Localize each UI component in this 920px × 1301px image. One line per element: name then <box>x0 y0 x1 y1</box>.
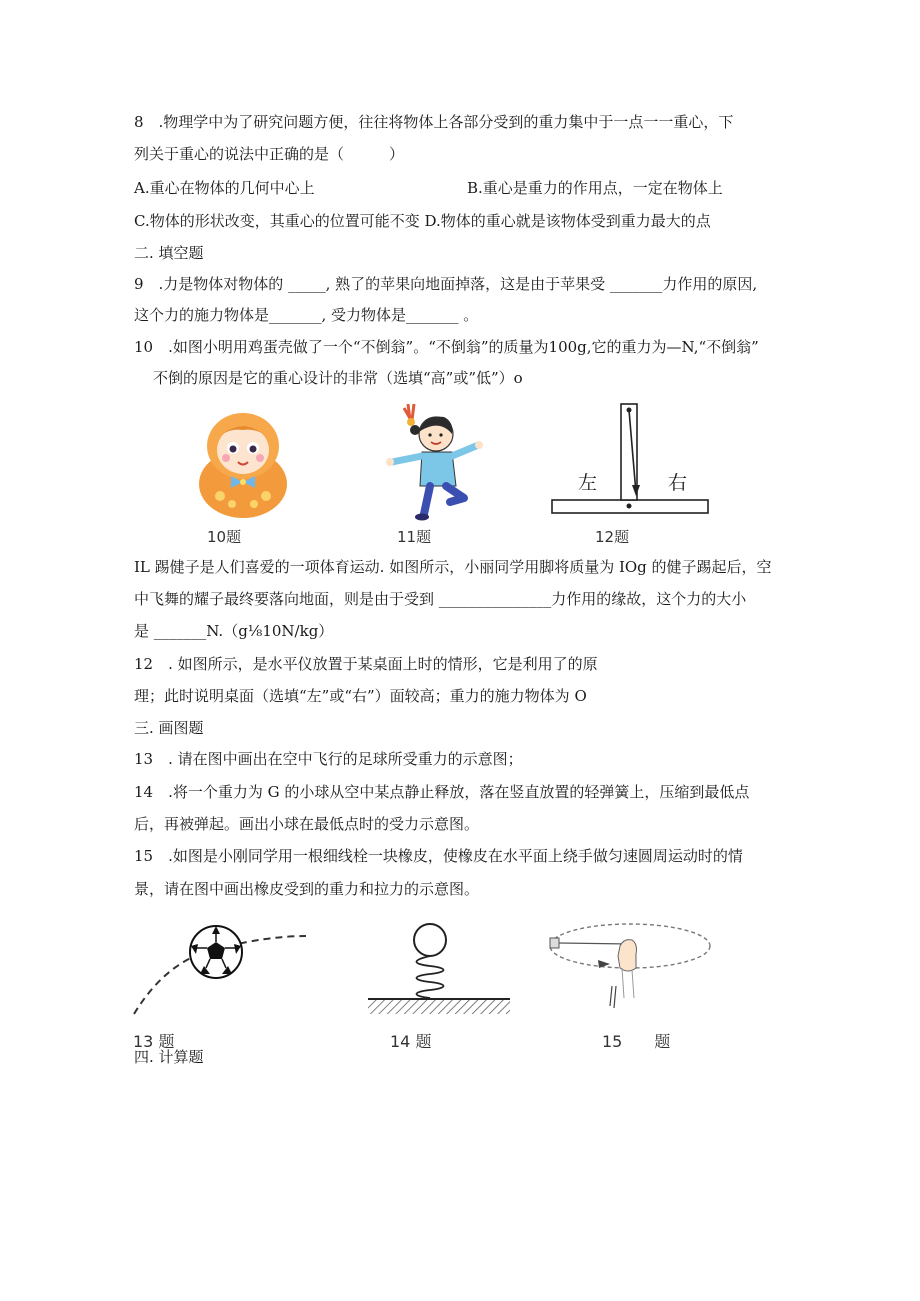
ball-on-spring-figure <box>364 918 514 1016</box>
soccer-ball-trajectory-figure <box>128 918 310 1018</box>
level-instrument-figure <box>548 400 710 516</box>
q15-line1: 15 .如图是小刚同学用一根细线栓一块橡皮，使橡皮在水平面上绕手做匀速圆周运动时的情 <box>134 847 743 865</box>
level-label-right: 右 <box>668 472 688 494</box>
section-drawing-heading: 三. 画图题 <box>134 719 204 737</box>
q12-line2: 理；此时说明桌面（选填“左”或“右”）面较高；重力的施力物体为 O <box>134 687 587 705</box>
q8-option-cd: C.物体的形状改变，其重心的位置可能不变 D.物体的重心就是该物体受到重力最大的点 <box>134 212 711 230</box>
q15-line2: 景，请在图中画出橡皮受到的重力和拉力的示意图。 <box>134 880 480 898</box>
q8-option-a: A.重心在物体的几何中心上 <box>134 179 315 197</box>
figure-caption-10: 10题 <box>207 528 242 546</box>
q9-line2: 这个力的施力物体是_______, 受力物体是_______ 。 <box>134 306 479 324</box>
q11-line1: IL 踢健子是人们喜爱的一项体育运动. 如图所示，小丽同学用脚将质量为 IOg 的健子踢起后，空 <box>134 558 772 576</box>
figure-caption-11: 11题 <box>397 528 432 546</box>
level-label-left: 左 <box>578 472 598 494</box>
q12-line1: 12 . 如图所示，是水平仪放置于某桌面上时的情形，它是利用了的原 <box>134 655 598 673</box>
q8-stem-line2: 列关于重心的说法中正确的是（ ） <box>134 145 405 163</box>
q14-line2: 后，再被弹起。画出小球在最低点时的受力示意图。 <box>134 815 480 833</box>
q11-line3: 是 _______N.（g⅛10N∕kg） <box>134 622 334 640</box>
section-calculation-heading: 四. 计算题 <box>134 1048 204 1066</box>
eraser-circular-motion-figure <box>540 916 715 1016</box>
figure-caption-12: 12题 <box>595 528 630 546</box>
q9-line1: 9 .力是物体对物体的 _____, 熟了的苹果向地面掉落，这是由于苹果受 _______力作用的原因, <box>134 275 758 293</box>
figure-caption-15: 15 题 <box>602 1032 671 1051</box>
q13-line: 13 . 请在图中画出在空中飞行的足球所受重力的示意图； <box>134 750 523 768</box>
figure-caption-14: 14 题 <box>390 1032 432 1051</box>
q10-line2: 不倒的原因是它的重心设计的非常（选填“高”或”低”）o <box>153 369 523 387</box>
figure-caption-13: 13 题 <box>133 1032 175 1051</box>
q14-line1: 14 .将一个重力为 G 的小球从空中某点静止释放，落在竖直放置的轻弹簧上，压缩到最低点 <box>134 783 750 801</box>
q10-line1: 10 .如图小明用鸡蛋壳做了一个“不倒翁”。“不倒翁”的质量为100g,它的重力为—N,“不倒翁” <box>134 338 759 356</box>
section-fill-in-heading: 二. 填空题 <box>134 244 204 262</box>
q8-stem-line1: 8 .物理学中为了研究问题方便，往往将物体上各部分受到的重力集中于一点一一重心，下 <box>134 113 734 131</box>
tumbler-doll-figure <box>198 412 288 518</box>
q8-option-b: B.重心是重力的作用点，一定在物体上 <box>467 179 723 197</box>
girl-kicking-shuttlecock-figure <box>384 402 494 522</box>
q11-line2: 中飞舞的耀子最终要落向地面，则是由于受到 _______________力作用的缘故，这个力的大小 <box>134 590 747 608</box>
